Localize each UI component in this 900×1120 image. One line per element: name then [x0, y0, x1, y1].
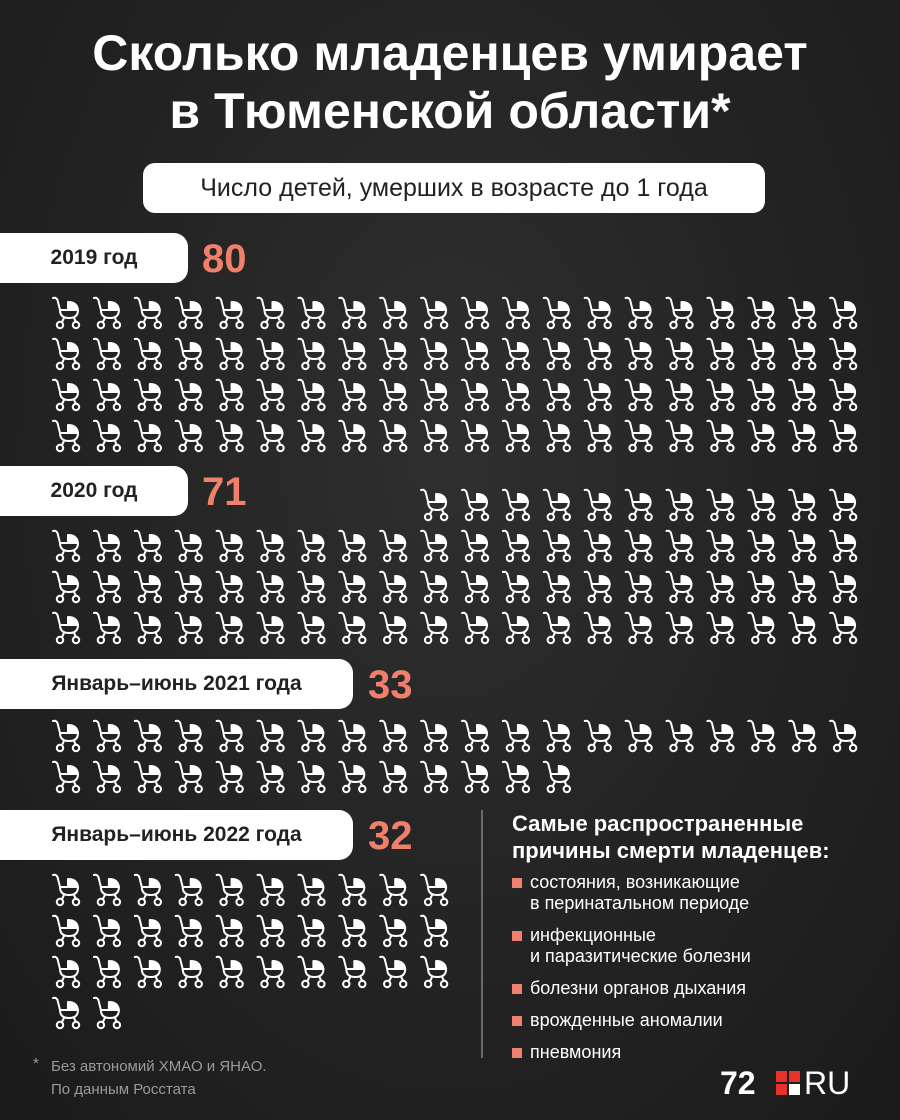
baby-stroller-icon [298, 572, 324, 602]
baby-stroller-icon [176, 339, 202, 369]
baby-stroller-icon [380, 957, 406, 987]
footnote-star: * [33, 1055, 39, 1072]
baby-stroller-icon [707, 339, 733, 369]
cause-line: и паразитические болезни [530, 946, 751, 966]
baby-stroller-icon [667, 490, 693, 520]
baby-stroller-icon [176, 916, 202, 946]
baby-stroller-icon [217, 916, 243, 946]
baby-stroller-icon [544, 762, 570, 792]
cause-line: врожденные аномалии [530, 1010, 723, 1030]
baby-stroller-icon [135, 380, 161, 410]
baby-stroller-icon [94, 998, 120, 1028]
baby-stroller-icon [748, 298, 774, 328]
baby-stroller-icon [830, 339, 856, 369]
causes-title-line-2: причины смерти младенцев: [512, 838, 830, 863]
count-2021: 33 [368, 663, 413, 707]
baby-stroller-icon [339, 339, 365, 369]
baby-stroller-icon [585, 490, 611, 520]
baby-stroller-icon [380, 916, 406, 946]
baby-stroller-icon [585, 613, 611, 643]
footnote-line-2: По данным Росстата [51, 1081, 196, 1098]
baby-stroller-icon [748, 572, 774, 602]
logo-number: 72 [720, 1065, 756, 1101]
bullet-square-icon [512, 984, 522, 994]
baby-stroller-icon [748, 531, 774, 561]
baby-stroller-icon [462, 490, 488, 520]
baby-stroller-icon [135, 762, 161, 792]
baby-stroller-icon [789, 298, 815, 328]
baby-stroller-icon [585, 298, 611, 328]
baby-stroller-icon [258, 762, 284, 792]
baby-stroller-icon [830, 380, 856, 410]
baby-stroller-icon [421, 531, 447, 561]
baby-stroller-icon [667, 380, 693, 410]
baby-stroller-icon [789, 721, 815, 751]
baby-stroller-icon [94, 613, 120, 643]
baby-stroller-icon [667, 298, 693, 328]
cause-line: болезни органов дыхания [530, 978, 746, 998]
baby-stroller-icon [748, 490, 774, 520]
baby-stroller-icon [258, 572, 284, 602]
baby-stroller-icon [339, 531, 365, 561]
baby-stroller-icon [421, 339, 447, 369]
baby-stroller-icon [626, 421, 652, 451]
baby-stroller-icon [462, 762, 488, 792]
baby-stroller-icon [298, 762, 324, 792]
baby-stroller-icon [830, 531, 856, 561]
baby-stroller-icon [135, 531, 161, 561]
baby-stroller-icon [707, 380, 733, 410]
baby-stroller-icon [298, 339, 324, 369]
baby-stroller-icon [94, 339, 120, 369]
logo-domain: RU [804, 1065, 851, 1101]
cause-item [512, 872, 872, 914]
baby-stroller-icon [789, 613, 815, 643]
baby-stroller-icon [217, 613, 243, 643]
baby-stroller-icon [53, 875, 79, 905]
baby-stroller-icon [503, 421, 529, 451]
baby-stroller-icon [421, 762, 447, 792]
baby-stroller-icon [421, 298, 447, 328]
baby-stroller-icon [626, 339, 652, 369]
baby-stroller-icon [667, 421, 693, 451]
causes-title [512, 810, 872, 864]
baby-stroller-icon [53, 339, 79, 369]
baby-stroller-icon [135, 875, 161, 905]
baby-stroller-icon [421, 380, 447, 410]
baby-stroller-icon [298, 916, 324, 946]
baby-stroller-icon [626, 531, 652, 561]
year-label-2021: Январь–июнь 2021 года [0, 659, 353, 709]
baby-stroller-icon [585, 339, 611, 369]
baby-stroller-icon [176, 380, 202, 410]
baby-stroller-icon [53, 380, 79, 410]
baby-stroller-icon [298, 613, 324, 643]
baby-stroller-icon [830, 490, 856, 520]
baby-stroller-icon [258, 298, 284, 328]
baby-stroller-icon [585, 380, 611, 410]
baby-stroller-icon [258, 613, 284, 643]
baby-stroller-icon [667, 613, 693, 643]
baby-stroller-icon [707, 572, 733, 602]
baby-stroller-icon [53, 721, 79, 751]
baby-stroller-icon [258, 957, 284, 987]
baby-stroller-icon [789, 531, 815, 561]
baby-stroller-icon [789, 339, 815, 369]
baby-stroller-icon [53, 998, 79, 1028]
baby-stroller-icon [380, 531, 406, 561]
baby-stroller-icon [176, 613, 202, 643]
baby-stroller-icon [748, 421, 774, 451]
baby-stroller-icon [94, 721, 120, 751]
baby-stroller-icon [830, 572, 856, 602]
baby-stroller-icon [258, 380, 284, 410]
baby-stroller-icon [339, 721, 365, 751]
baby-stroller-icon [503, 380, 529, 410]
baby-stroller-icon [503, 613, 529, 643]
baby-stroller-icon [339, 421, 365, 451]
baby-stroller-icon [94, 875, 120, 905]
baby-stroller-icon [217, 875, 243, 905]
subtitle: Число детей, умерших в возрасте до 1 года [143, 163, 765, 213]
causes-title-line-1: Самые распространенные [512, 811, 804, 836]
title-line-1: Сколько младенцев умирает [92, 25, 808, 81]
baby-stroller-icon [135, 572, 161, 602]
bullet-square-icon [512, 878, 522, 888]
year-label-2019: 2019 год [0, 233, 188, 283]
baby-stroller-icon [176, 957, 202, 987]
baby-stroller-icon [462, 421, 488, 451]
baby-stroller-icon [503, 762, 529, 792]
baby-stroller-icon [339, 298, 365, 328]
baby-stroller-icon [380, 721, 406, 751]
baby-stroller-icon [503, 298, 529, 328]
baby-stroller-icon [421, 572, 447, 602]
baby-stroller-icon [707, 490, 733, 520]
baby-stroller-icon [217, 380, 243, 410]
baby-stroller-icon [626, 721, 652, 751]
baby-stroller-icon [298, 298, 324, 328]
causes-list [512, 872, 872, 1074]
baby-stroller-icon [135, 721, 161, 751]
baby-stroller-icon [135, 957, 161, 987]
baby-stroller-icon [94, 916, 120, 946]
bullet-square-icon [512, 931, 522, 941]
bullet-square-icon [512, 1048, 522, 1058]
baby-stroller-icon [421, 613, 447, 643]
baby-stroller-icon [53, 762, 79, 792]
baby-stroller-icon [421, 490, 447, 520]
baby-stroller-icon [748, 721, 774, 751]
year-label-2022: Январь–июнь 2022 года [0, 810, 353, 860]
baby-stroller-icon [544, 572, 570, 602]
count-2020: 71 [202, 470, 247, 514]
baby-stroller-icon [94, 380, 120, 410]
baby-stroller-icon [667, 572, 693, 602]
baby-stroller-icon [258, 531, 284, 561]
baby-stroller-icon [503, 490, 529, 520]
baby-stroller-icon [667, 721, 693, 751]
baby-stroller-icon [789, 421, 815, 451]
bullet-square-icon [512, 1016, 522, 1026]
baby-stroller-icon [667, 339, 693, 369]
cause-line: инфекционные [530, 925, 656, 945]
baby-stroller-icon [380, 572, 406, 602]
baby-stroller-icon [53, 613, 79, 643]
baby-stroller-icon [339, 572, 365, 602]
baby-stroller-icon [176, 531, 202, 561]
baby-stroller-icon [462, 531, 488, 561]
baby-stroller-icon [830, 298, 856, 328]
baby-stroller-icon [544, 490, 570, 520]
baby-stroller-icon [707, 421, 733, 451]
baby-stroller-icon [380, 380, 406, 410]
baby-stroller-icon [339, 613, 365, 643]
baby-stroller-icon [339, 957, 365, 987]
baby-stroller-icon [830, 421, 856, 451]
cause-line: состояния, возникающие [530, 872, 740, 892]
baby-stroller-icon [585, 531, 611, 561]
baby-stroller-icon [707, 721, 733, 751]
baby-stroller-icon [503, 531, 529, 561]
baby-stroller-icon [544, 380, 570, 410]
baby-stroller-icon [585, 572, 611, 602]
baby-stroller-icon [667, 531, 693, 561]
baby-stroller-icon [462, 380, 488, 410]
baby-stroller-icon [298, 421, 324, 451]
cause-item [512, 1010, 872, 1031]
baby-stroller-icon [585, 421, 611, 451]
baby-stroller-icon [298, 957, 324, 987]
baby-stroller-icon [421, 721, 447, 751]
baby-stroller-icon [176, 721, 202, 751]
baby-stroller-icon [789, 572, 815, 602]
baby-stroller-icon [380, 875, 406, 905]
baby-stroller-icon [217, 721, 243, 751]
baby-stroller-icon [421, 916, 447, 946]
baby-stroller-icon [421, 957, 447, 987]
baby-stroller-icon [544, 421, 570, 451]
baby-stroller-icon [217, 298, 243, 328]
baby-stroller-icon [748, 339, 774, 369]
baby-stroller-icon [258, 421, 284, 451]
baby-stroller-icon [135, 421, 161, 451]
baby-stroller-icon [94, 298, 120, 328]
baby-stroller-icon [380, 421, 406, 451]
baby-stroller-icon [748, 613, 774, 643]
baby-stroller-icon [217, 421, 243, 451]
baby-stroller-icon [53, 298, 79, 328]
baby-stroller-icon [135, 339, 161, 369]
baby-stroller-icon [258, 875, 284, 905]
baby-stroller-icon [94, 531, 120, 561]
baby-stroller-icon [748, 380, 774, 410]
baby-stroller-icon [53, 916, 79, 946]
baby-stroller-icon [789, 490, 815, 520]
baby-stroller-icon [298, 721, 324, 751]
baby-stroller-icon [626, 613, 652, 643]
baby-stroller-icon [503, 721, 529, 751]
cause-line: в перинатальном периоде [530, 893, 750, 913]
baby-stroller-icon [94, 421, 120, 451]
baby-stroller-icon [585, 721, 611, 751]
baby-stroller-icon [217, 339, 243, 369]
baby-stroller-icon [217, 957, 243, 987]
baby-stroller-icon [789, 380, 815, 410]
section-divider [481, 810, 483, 1058]
baby-stroller-icon [830, 613, 856, 643]
cause-item [512, 925, 872, 967]
baby-stroller-icon [380, 339, 406, 369]
count-2022: 32 [368, 814, 413, 858]
cause-line: пневмония [530, 1042, 622, 1062]
baby-stroller-icon [544, 721, 570, 751]
page-title [0, 24, 900, 140]
baby-stroller-icon [217, 531, 243, 561]
baby-stroller-icon [258, 721, 284, 751]
year-label-2020: 2020 год [0, 466, 188, 516]
baby-stroller-icon [544, 298, 570, 328]
baby-stroller-icon [176, 762, 202, 792]
baby-stroller-icon [462, 613, 488, 643]
baby-stroller-icon [707, 531, 733, 561]
baby-stroller-icon [707, 298, 733, 328]
baby-stroller-icon [94, 572, 120, 602]
cause-item [512, 978, 872, 999]
baby-stroller-icon [53, 957, 79, 987]
baby-stroller-icon [462, 339, 488, 369]
baby-stroller-icon [53, 531, 79, 561]
baby-stroller-icon [626, 572, 652, 602]
baby-stroller-icon [298, 875, 324, 905]
baby-stroller-icon [503, 339, 529, 369]
baby-stroller-icon [626, 298, 652, 328]
baby-stroller-icon [176, 875, 202, 905]
logo-squares-icon [776, 1071, 800, 1095]
baby-stroller-icon [94, 957, 120, 987]
baby-stroller-icon [339, 762, 365, 792]
baby-stroller-icon [176, 421, 202, 451]
baby-stroller-icon [135, 298, 161, 328]
baby-stroller-icon [339, 916, 365, 946]
baby-stroller-icon [544, 613, 570, 643]
baby-stroller-icon [53, 421, 79, 451]
cause-item [512, 1042, 872, 1063]
baby-stroller-icon [217, 572, 243, 602]
baby-stroller-icon [217, 762, 243, 792]
baby-stroller-icon [421, 421, 447, 451]
baby-stroller-icon [462, 721, 488, 751]
title-line-2: в Тюменской области* [169, 83, 731, 139]
baby-stroller-icon [707, 613, 733, 643]
baby-stroller-icon [830, 721, 856, 751]
baby-stroller-icon [135, 916, 161, 946]
baby-stroller-icon [298, 531, 324, 561]
baby-stroller-icon [380, 613, 406, 643]
baby-stroller-icon [380, 298, 406, 328]
baby-stroller-icon [258, 916, 284, 946]
baby-stroller-icon [503, 572, 529, 602]
baby-stroller-icon [626, 490, 652, 520]
baby-stroller-icon [462, 572, 488, 602]
count-2019: 80 [202, 237, 247, 281]
footnote [51, 1055, 371, 1101]
baby-stroller-icon [544, 531, 570, 561]
baby-stroller-icon [339, 380, 365, 410]
footnote-line-1: Без автономий ХМАО и ЯНАО. [51, 1058, 267, 1075]
baby-stroller-icon [94, 762, 120, 792]
baby-stroller-icon [380, 762, 406, 792]
baby-stroller-icon [176, 298, 202, 328]
baby-stroller-icon [421, 875, 447, 905]
baby-stroller-icon [339, 875, 365, 905]
baby-stroller-icon [258, 339, 284, 369]
baby-stroller-icon [53, 572, 79, 602]
baby-stroller-icon [462, 298, 488, 328]
baby-stroller-icon [544, 339, 570, 369]
baby-stroller-icon [135, 613, 161, 643]
baby-stroller-icon [298, 380, 324, 410]
baby-stroller-icon [626, 380, 652, 410]
baby-stroller-icon [176, 572, 202, 602]
